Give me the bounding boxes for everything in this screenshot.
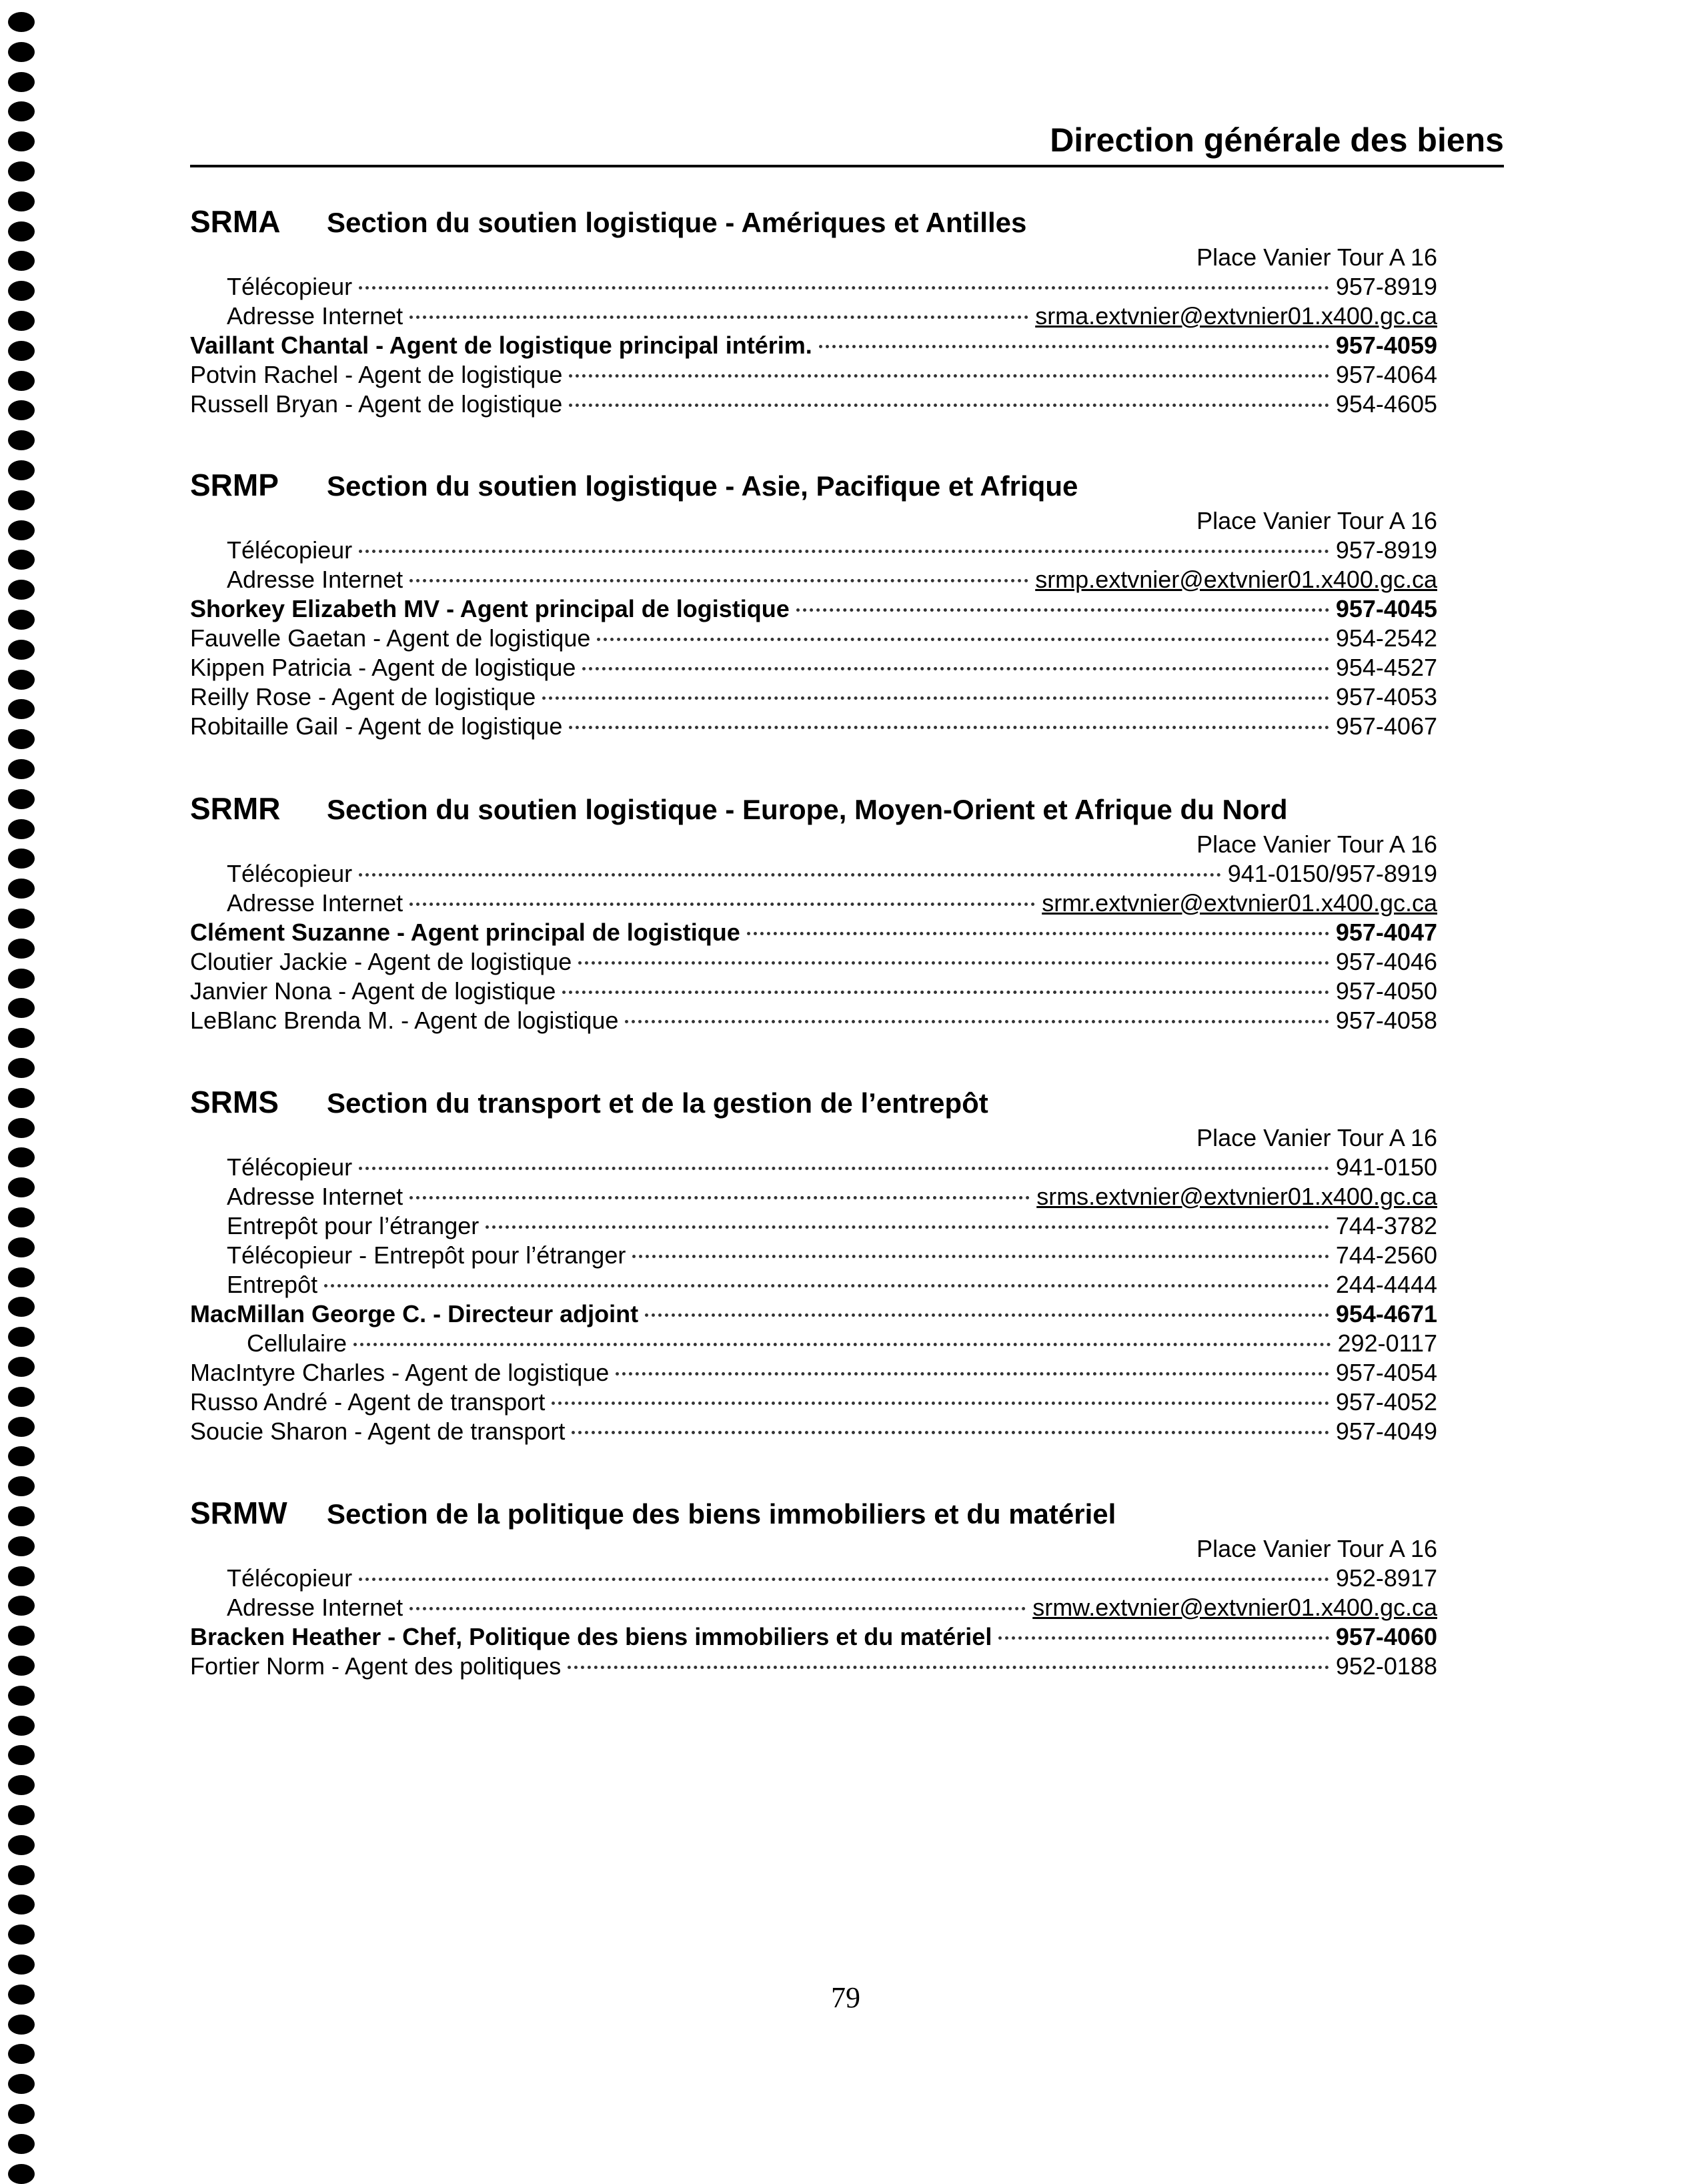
binding-hole: [8, 1805, 35, 1825]
entry-label: Russell Bryan - Agent de logistique: [190, 390, 563, 418]
section-heading: [190, 1082, 988, 1122]
dot-leader: [542, 696, 1329, 700]
entry-phone: 957-4060: [1335, 1623, 1437, 1650]
dot-leader: [796, 608, 1329, 612]
dot-leader: [486, 1225, 1329, 1229]
entry-label: Vaillant Chantal - Agent de logistique principal intérim.: [190, 332, 812, 359]
section-code: SRMA: [190, 204, 281, 239]
binding-hole: [8, 490, 35, 510]
page-header-title: Direction générale des biens: [1050, 121, 1504, 159]
binding-hole: [8, 1267, 35, 1287]
entry-label: Clément Suzanne - Agent principal de logistique: [190, 919, 740, 946]
cellphone-entry: [247, 1329, 1437, 1358]
entry-phone: 957-4054: [1335, 1359, 1437, 1386]
section-title: Section du soutien logistique - Europe, Moyen-Orient et Afrique du Nord: [327, 794, 1288, 825]
contact-entry: [190, 682, 1437, 712]
entry-phone: 957-4052: [1335, 1388, 1437, 1416]
email-link[interactable]: srmp.extvnier@extvnier01.x400.gc.ca: [1035, 566, 1437, 593]
dot-leader: [747, 932, 1329, 935]
binding-hole: [8, 2074, 35, 2094]
binding-hole: [8, 161, 35, 181]
dot-leader: [359, 286, 1329, 290]
binding-hole: [8, 1207, 35, 1227]
entry-label: Adresse Internet: [227, 566, 403, 593]
binding-hole: [8, 101, 35, 121]
dot-leader: [568, 1666, 1329, 1669]
entry-label: Russo André - Agent de transport: [190, 1388, 546, 1416]
binding-hole: [8, 371, 35, 391]
binding-hole: [8, 1357, 35, 1377]
entry-label: MacMillan George C. - Directeur adjoint: [190, 1300, 639, 1327]
binding-hole: [8, 520, 35, 540]
entry-label: Cellulaire: [247, 1329, 347, 1357]
dot-leader: [562, 991, 1329, 994]
dot-leader: [998, 1636, 1329, 1640]
entry-phone: 744-3782: [1335, 1212, 1437, 1239]
section-location: Place Vanier Tour A 16: [1196, 1535, 1437, 1562]
contact-entry: [190, 360, 1437, 390]
contact-entry: [190, 594, 1437, 624]
dot-leader: [359, 873, 1221, 877]
email-entry: [227, 889, 1437, 918]
entry-label: Fauvelle Gaetan - Agent de logistique: [190, 624, 591, 652]
email-link[interactable]: srmr.extvnier@extvnier01.x400.gc.ca: [1042, 889, 1437, 917]
email-link[interactable]: srma.extvnier@extvnier01.x400.gc.ca: [1035, 302, 1437, 330]
dot-leader: [359, 550, 1329, 553]
binding-hole: [8, 789, 35, 809]
entry-phone: 941-0150: [1335, 1153, 1437, 1181]
dot-leader: [597, 638, 1329, 641]
email-entry: [227, 302, 1437, 331]
binding-hole: [8, 969, 35, 989]
dot-leader: [578, 961, 1329, 965]
binding-hole: [8, 1985, 35, 2005]
dot-leader: [632, 1255, 1329, 1258]
entry-label: Potvin Rachel - Agent de logistique: [190, 361, 563, 388]
entry-phone: 954-4671: [1335, 1300, 1437, 1327]
binding-hole: [8, 311, 35, 331]
dot-leader: [409, 579, 1028, 582]
binding-hole: [8, 580, 35, 600]
binding-hole: [8, 1536, 35, 1556]
fax-entry: [227, 859, 1437, 889]
dot-leader: [569, 404, 1329, 407]
email-link[interactable]: srms.extvnier@extvnier01.x400.gc.ca: [1036, 1183, 1437, 1210]
entry-label: Télécopieur: [227, 536, 353, 564]
entry-label: LeBlanc Brenda M. - Agent de logistique: [190, 1007, 619, 1034]
binding-hole: [8, 1925, 35, 1945]
entry-label: Cloutier Jackie - Agent de logistique: [190, 948, 572, 975]
contact-entry: [190, 624, 1437, 653]
contact-entry: [190, 390, 1437, 419]
entry-label: Soucie Sharon - Agent de transport: [190, 1418, 566, 1445]
entry-phone: 957-4050: [1335, 977, 1437, 1005]
fax-entry: [227, 272, 1437, 302]
contact-entry: [190, 1388, 1437, 1417]
contact-entry: [190, 1417, 1437, 1446]
entry-phone: 954-2542: [1335, 624, 1437, 652]
dot-leader: [359, 1578, 1329, 1581]
entry-label: MacIntyre Charles - Agent de logistique: [190, 1359, 610, 1386]
entry-phone: 957-4046: [1335, 948, 1437, 975]
binding-hole: [8, 759, 35, 779]
binding-hole: [8, 1476, 35, 1496]
binding-hole: [8, 1028, 35, 1048]
entry-phone: 957-4059: [1335, 332, 1437, 359]
entry-label: Adresse Internet: [227, 302, 403, 330]
binding-hole: [8, 699, 35, 719]
entry-phone: 957-4053: [1335, 683, 1437, 710]
section-title: Section du soutien logistique - Amériques et Antilles: [327, 207, 1027, 238]
binding-hole: [8, 2164, 35, 2184]
binding-hole: [8, 1656, 35, 1676]
entry-label: Robitaille Gail - Agent de logistique: [190, 712, 563, 740]
binding-hole: [8, 909, 35, 929]
section-heading: [190, 201, 1026, 241]
entry-label: Adresse Internet: [227, 1183, 403, 1210]
email-link[interactable]: srmw.extvnier@extvnier01.x400.gc.ca: [1032, 1594, 1437, 1621]
warehouse-entry: [227, 1211, 1437, 1241]
warehouse-entry: [227, 1270, 1437, 1299]
binding-hole: [8, 1118, 35, 1138]
contact-entry: [190, 947, 1437, 977]
binding-hole: [8, 1596, 35, 1616]
binding-hole: [8, 1716, 35, 1736]
contact-entry: [190, 977, 1437, 1006]
binding-hole: [8, 281, 35, 301]
entry-phone: 292-0117: [1337, 1329, 1437, 1357]
entry-label: Télécopieur: [227, 860, 353, 887]
dot-leader: [552, 1402, 1329, 1405]
dot-leader: [409, 316, 1028, 319]
email-entry: [227, 1593, 1437, 1622]
fax-entry: [227, 1153, 1437, 1182]
section-location: Place Vanier Tour A 16: [1196, 243, 1437, 271]
entry-phone: 244-4444: [1335, 1271, 1437, 1298]
entry-phone: 954-4605: [1335, 390, 1437, 418]
entry-phone: 957-8919: [1335, 273, 1437, 300]
dot-leader: [582, 667, 1329, 670]
binding-hole: [8, 42, 35, 62]
dot-leader: [569, 726, 1329, 729]
section-heading: [190, 1493, 1116, 1533]
binding-holes: [0, 0, 40, 2184]
binding-hole: [8, 2104, 35, 2124]
dot-leader: [572, 1431, 1329, 1434]
section-code: SRMR: [190, 791, 281, 826]
binding-hole: [8, 251, 35, 271]
dot-leader: [645, 1313, 1329, 1317]
fax-entry: [227, 1564, 1437, 1593]
binding-hole: [8, 1745, 35, 1765]
entry-phone: 957-4045: [1335, 595, 1437, 622]
header-rule: [190, 165, 1504, 167]
binding-hole: [8, 1894, 35, 1915]
entry-label: Entrepôt: [227, 1271, 318, 1298]
binding-hole: [8, 2134, 35, 2154]
binding-hole: [8, 1417, 35, 1437]
warehouse-fax-entry: [227, 1241, 1437, 1270]
binding-hole: [8, 12, 35, 32]
binding-hole: [8, 1566, 35, 1586]
binding-hole: [8, 1775, 35, 1795]
entry-label: Télécopieur: [227, 1153, 353, 1181]
dot-leader: [359, 1167, 1329, 1170]
section-code: SRMP: [190, 468, 279, 502]
section-location: Place Vanier Tour A 16: [1196, 507, 1437, 534]
binding-hole: [8, 939, 35, 959]
contact-entry: [190, 1299, 1437, 1329]
section-code: SRMW: [190, 1496, 287, 1530]
dot-leader: [819, 345, 1329, 348]
entry-label: Télécopieur - Entrepôt pour l’étranger: [227, 1241, 626, 1269]
binding-hole: [8, 2015, 35, 2035]
section-heading: [190, 465, 1078, 505]
entry-phone: 957-4058: [1335, 1007, 1437, 1034]
dot-leader: [616, 1372, 1329, 1376]
entry-phone: 941-0150/957-8919: [1227, 860, 1437, 887]
dot-leader: [625, 1020, 1329, 1023]
binding-hole: [8, 460, 35, 480]
dot-leader: [409, 1196, 1030, 1199]
binding-hole: [8, 2044, 35, 2064]
entry-phone: 957-4047: [1335, 919, 1437, 946]
binding-hole: [8, 1446, 35, 1466]
binding-hole: [8, 400, 35, 420]
entry-phone: 744-2560: [1335, 1241, 1437, 1269]
binding-hole: [8, 1387, 35, 1407]
dot-leader: [409, 1607, 1026, 1610]
entry-label: Entrepôt pour l’étranger: [227, 1212, 480, 1239]
section-location: Place Vanier Tour A 16: [1196, 831, 1437, 858]
contact-entry: [190, 1006, 1437, 1035]
binding-hole: [8, 670, 35, 690]
binding-hole: [8, 610, 35, 630]
binding-hole: [8, 1147, 35, 1167]
entry-phone: 957-8919: [1335, 536, 1437, 564]
binding-hole: [8, 341, 35, 361]
binding-hole: [8, 1177, 35, 1197]
binding-hole: [8, 640, 35, 660]
section-location: Place Vanier Tour A 16: [1196, 1124, 1437, 1151]
entry-label: Reilly Rose - Agent de logistique: [190, 683, 536, 710]
entry-phone: 952-8917: [1335, 1564, 1437, 1592]
entry-label: Fortier Norm - Agent des politiques: [190, 1652, 562, 1680]
entry-label: Bracken Heather - Chef, Politique des biens immobiliers et du matériel: [190, 1623, 992, 1650]
section-heading: [190, 788, 1287, 829]
binding-hole: [8, 1835, 35, 1855]
entry-label: Télécopieur: [227, 273, 353, 300]
binding-hole: [8, 1686, 35, 1706]
entry-phone: 952-0188: [1335, 1652, 1437, 1680]
entry-label: Kippen Patricia - Agent de logistique: [190, 654, 576, 681]
entry-label: Télécopieur: [227, 1564, 353, 1592]
contact-entry: [190, 1358, 1437, 1388]
entry-phone: 957-4067: [1335, 712, 1437, 740]
dot-leader: [569, 374, 1329, 378]
section-title: Section du transport et de la gestion de l’entrepôt: [327, 1087, 988, 1119]
contact-entry: [190, 918, 1437, 947]
entry-label: Adresse Internet: [227, 1594, 403, 1621]
email-entry: [227, 565, 1437, 594]
binding-hole: [8, 1237, 35, 1257]
binding-hole: [8, 849, 35, 869]
binding-hole: [8, 1297, 35, 1317]
contact-entry: [190, 1622, 1437, 1652]
binding-hole: [8, 1058, 35, 1078]
binding-hole: [8, 1955, 35, 1975]
entry-label: Adresse Internet: [227, 889, 403, 917]
binding-hole: [8, 221, 35, 241]
binding-hole: [8, 131, 35, 151]
contact-entry: [190, 712, 1437, 741]
entry-phone: 957-4049: [1335, 1418, 1437, 1445]
fax-entry: [227, 536, 1437, 565]
page-number: 79: [831, 1981, 860, 2014]
entry-label: Janvier Nona - Agent de logistique: [190, 977, 556, 1005]
binding-hole: [8, 1506, 35, 1526]
entry-phone: 957-4064: [1335, 361, 1437, 388]
contact-entry: [190, 331, 1437, 360]
section-code: SRMS: [190, 1085, 279, 1119]
binding-hole: [8, 998, 35, 1018]
dot-leader: [409, 903, 1035, 906]
section-title: Section du soutien logistique - Asie, Pacifique et Afrique: [327, 470, 1078, 502]
section-title: Section de la politique des biens immobiliers et du matériel: [327, 1498, 1116, 1530]
contact-entry: [190, 653, 1437, 682]
contact-entry: [190, 1652, 1437, 1681]
binding-hole: [8, 430, 35, 450]
binding-hole: [8, 819, 35, 839]
binding-hole: [8, 1088, 35, 1108]
binding-hole: [8, 879, 35, 899]
email-entry: [227, 1182, 1437, 1211]
dot-leader: [353, 1343, 1331, 1346]
dot-leader: [324, 1284, 1329, 1287]
entry-label: Shorkey Elizabeth MV - Agent principal de logistique: [190, 595, 790, 622]
binding-hole: [8, 550, 35, 570]
binding-hole: [8, 1626, 35, 1646]
binding-hole: [8, 1865, 35, 1885]
binding-hole: [8, 1327, 35, 1347]
binding-hole: [8, 72, 35, 92]
binding-hole: [8, 729, 35, 749]
entry-phone: 954-4527: [1335, 654, 1437, 681]
binding-hole: [8, 191, 35, 211]
